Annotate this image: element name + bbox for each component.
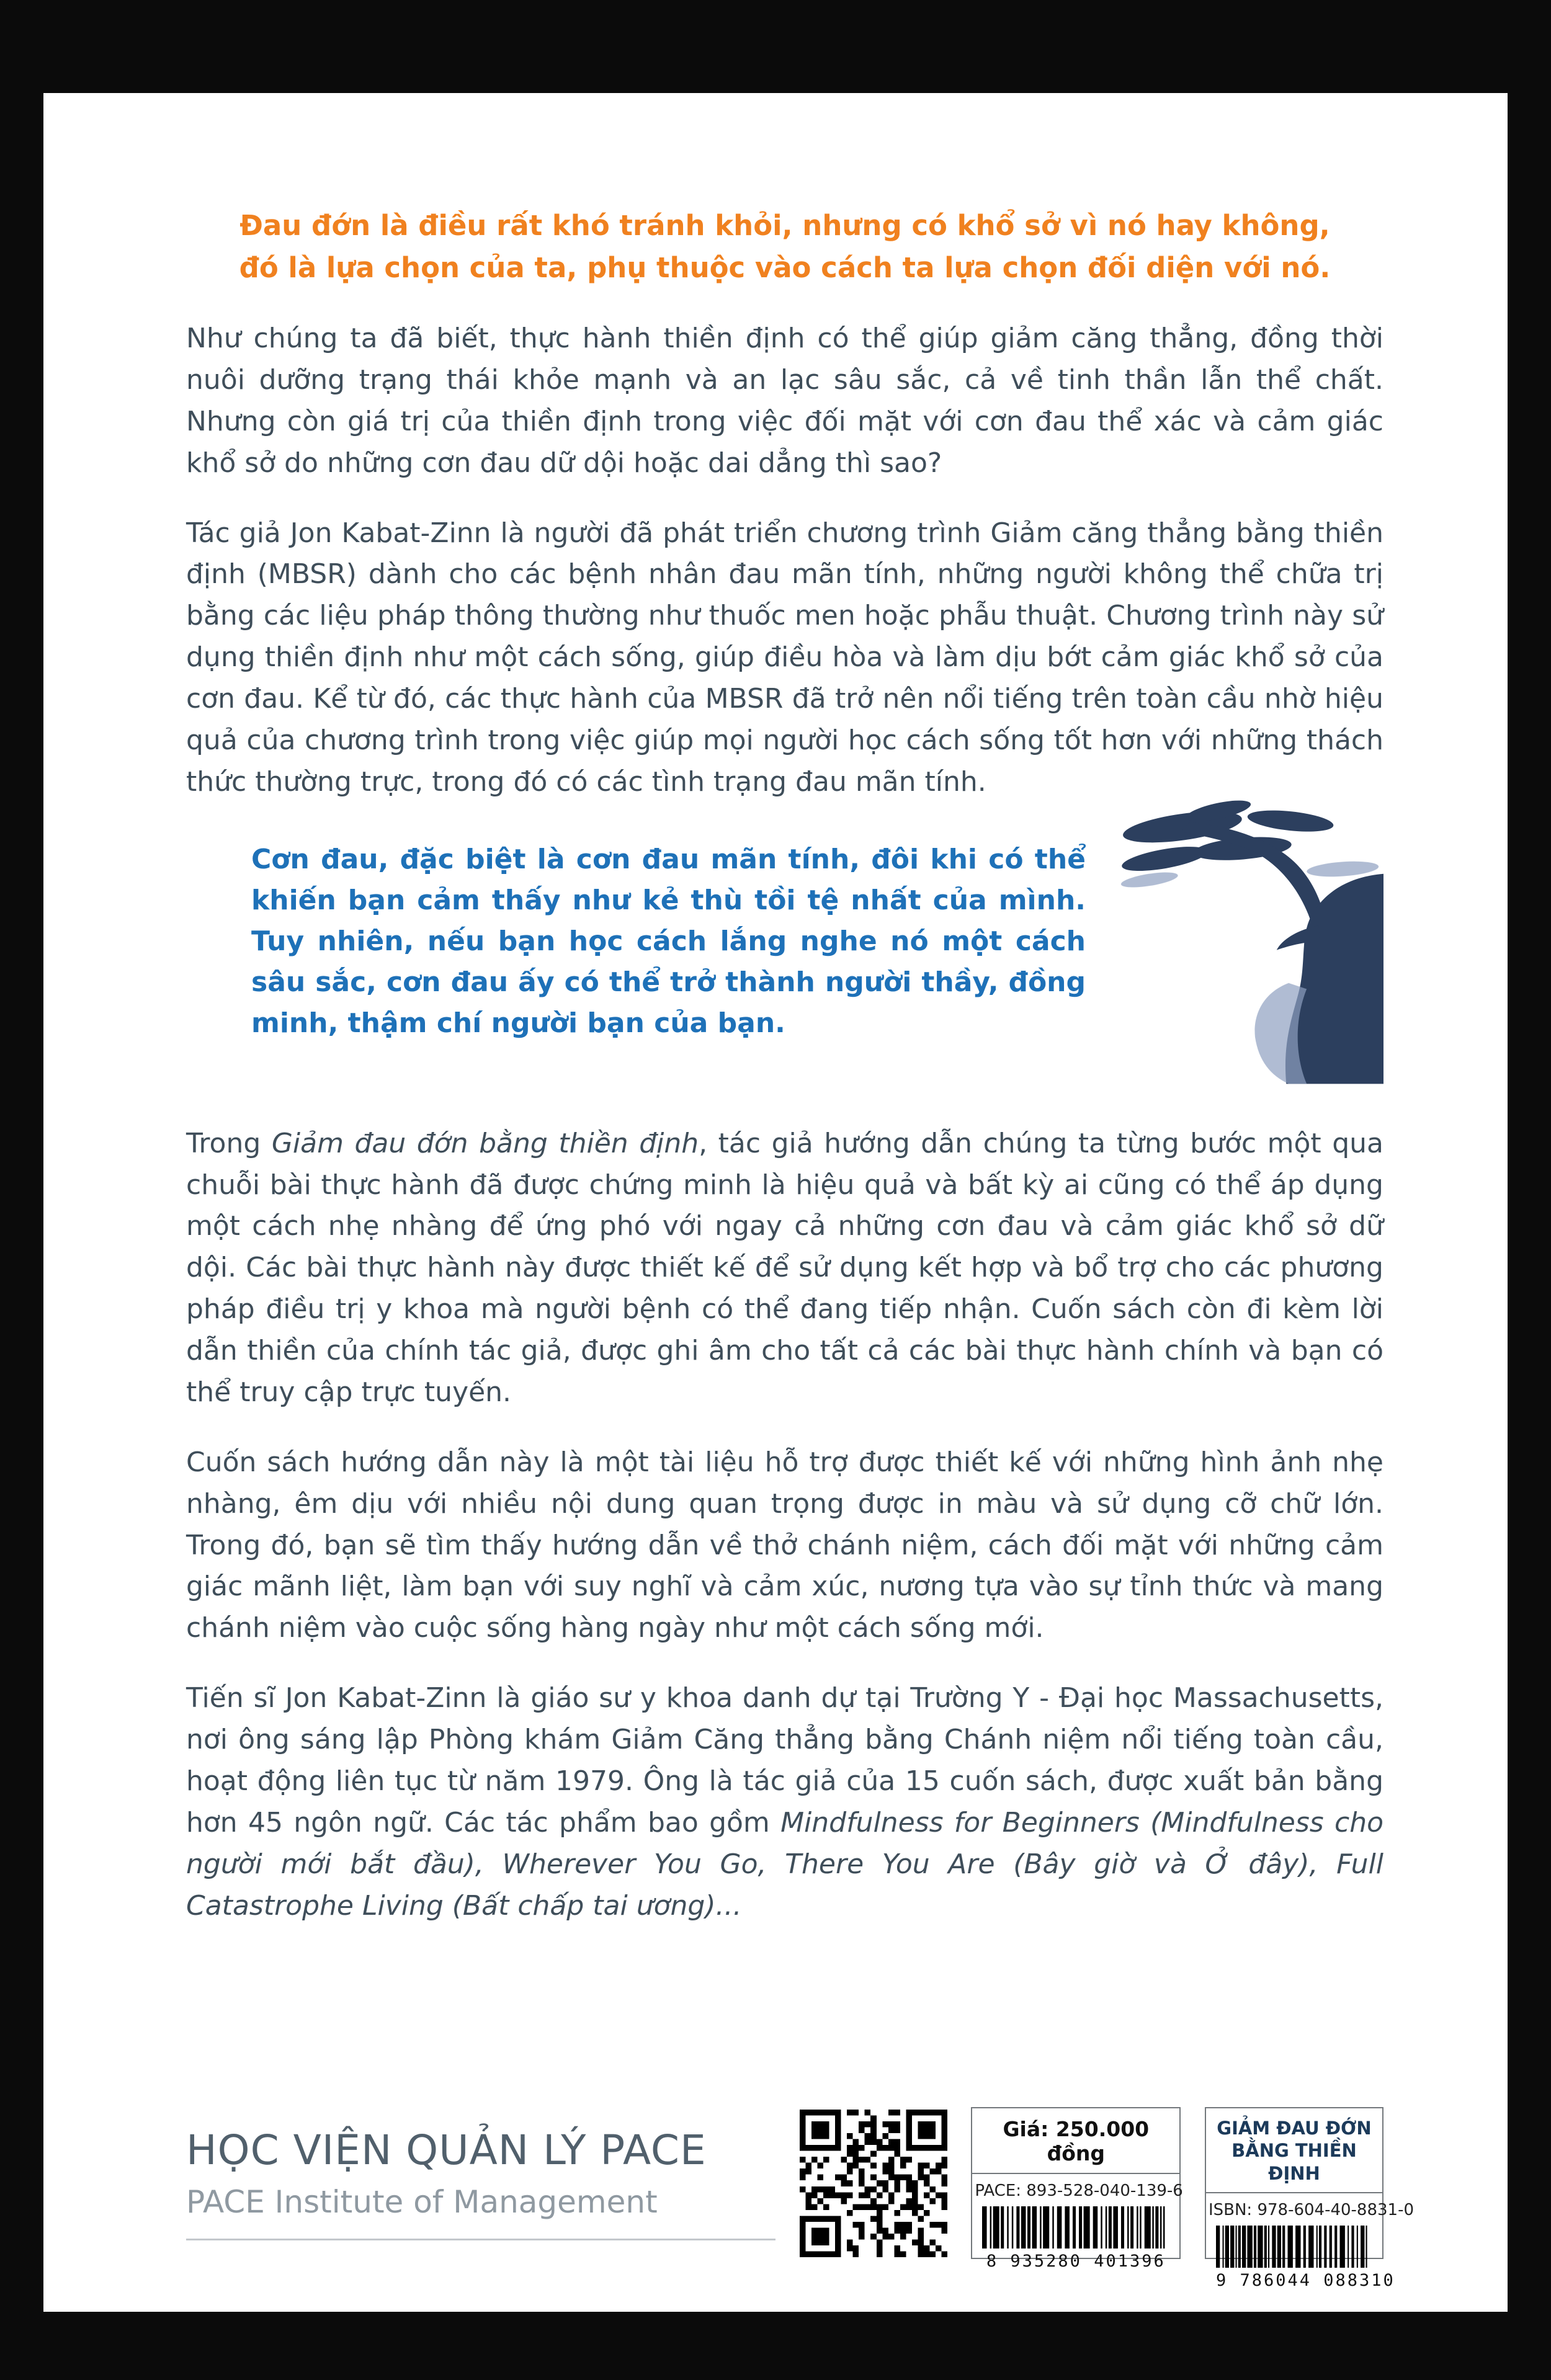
publisher-name: HỌC VIỆN QUẢN LÝ PACE [186,2126,707,2174]
book-back-cover [43,93,1508,2312]
paragraph-author-mbsr: Tác giả Jon Kabat-Zinn là người đã phát triển chương trình Giảm căng thẳng bằng thiền định (MBSR) dành cho các bệnh nhân đau mãn tính, những người không thể chữa trị bằng các liệu pháp thông thường như thuốc men hoặc phẫu thuật. Chương trình này sử dụng thiền định như một cách sống, giúp điều hòa và làm dịu bớt cảm giác khổ sở của cơn đau. Kể từ đó, các thực hành của MBSR đã trở nên nổi tiếng trên toàn cầu nhờ hiệu quả của chương trình trong việc giúp mọi người học cách sống tốt hơn với những thách thức thường trực, trong đó có các tình trạng đau mãn tính. [186,517,1383,798]
paragraph-design: Cuốn sách hướng dẫn này là một tài liệu hỗ trợ được thiết kế với những hình ảnh nhẹ nhàng, êm dịu với nhiều nội dung quan trọng được in màu và sử dụng cỡ chữ lớn. Trong đó, bạn sẽ tìm thấy hướng dẫn về thở chánh niệm, cách đối mặt với những cảm giác mãnh liệt, làm bạn với suy nghĩ và cảm xúc, nương tựa vào sự tỉnh thức và mang chánh niệm vào cuộc sống hàng ngày như một cách sống mới. [186,1446,1383,1644]
ink-painting-illustration [1107,780,1383,1087]
isbn-barcode-wrap [1206,2222,1395,2296]
price-box [971,2107,1183,2271]
tagline-line-2: đó là lựa chọn của ta, phụ thuộc vào cách ta lựa chọn đối diện với nó. [239,251,1331,284]
publisher-block [186,2107,775,2259]
price-barcode [982,2206,1169,2249]
book-title-line-2: BẰNG THIỀN ĐỊNH [1231,2140,1357,2184]
pace-code: PACE: 893-528-040-139-6 [975,2182,1183,2200]
isbn-number: ISBN: 978-604-40-8831-0 [1208,2200,1415,2219]
isbn-barcode [1216,2226,1372,2268]
publisher-subtitle: PACE Institute of Management [186,2183,658,2220]
footer [186,2107,1415,2290]
price-barcode-wrap [972,2203,1179,2277]
book-title-line-1: GIẢM ĐAU ĐỚN [1217,2118,1372,2139]
publisher-divider [186,2239,775,2240]
paragraph-intro: Như chúng ta đã biết, thực hành thiền định có thể giúp giảm căng thẳng, đồng thời nuôi dưỡng trạng thái khỏe mạnh và an lạc sâu sắc, cả về tinh thần lẫn thể chất. Nhưng còn giá trị của thiền định trong việc đối mặt với cơn đau thể xác và cảm giác khổ sở do những cơn đau dữ dội hoặc dai dẳng thì sao? [186,323,1383,479]
book-title [1206,2108,1382,2193]
callout-section [186,839,1383,1087]
qr-code [800,2110,947,2257]
paragraph-book-guide: Trong Giảm đau đớn bằng thiền định, tác giả hướng dẫn chúng ta từng bước một qua chuỗi bài thực hành đã được chứng minh là hiệu quả và bất kỳ ai cũng có thể áp dụng một cách nhẹ nhàng để ứng phó với ngay cả những cơn đau và cảm giác khổ sở dữ dội. Các bài thực hành này được thiết kế để sử dụng kết hợp và bổ trợ cho các phương pháp điều trị y khoa mà người bệnh có thể đang tiếp nhận. Cuốn sách còn đi kèm lời dẫn thiền của chính tác giả, được ghi âm cho tất cả các bài thực hành chính và bạn có thể truy cập trực tuyến. [186,1127,1383,1408]
pull-quote: Cơn đau, đặc biệt là cơn đau mãn tính, đôi khi có thể khiến bạn cảm thấy như kẻ thù tồi tệ nhất của mình. Tuy nhiên, nếu bạn học cách lắng nghe nó một cách sâu sắc, cơn đau ấy có thể trở thành người thầy, đồng minh, thậm chí người bạn của bạn. [251,843,1086,1039]
paragraph-author-bio: Tiến sĩ Jon Kabat-Zinn là giáo sư y khoa danh dự tại Trường Y - Đại học Massachusetts, nơi ông sáng lập Phòng khám Giảm Căng thẳng bằng Chánh niệm nổi tiếng toàn cầu, hoạt động liên tục từ năm 1979. Ông là tác giả của 15 cuốn sách, được xuất bản bằng hơn 45 ngôn ngữ. Các tác phẩm bao gồm Mindfulness for Beginners (Mindfulness cho người mới bắt đầu), Wherever You Go, There You Are (Bây giờ và Ở đây), Full Catastrophe Living (Bất chấp tai ương)... [186,1682,1383,1922]
price-barcode-number: 8 935280 401396 [986,2252,1166,2271]
isbn-box [1205,2107,1415,2290]
price-label: Giá: 250.000 đồng [972,2108,1179,2174]
tagline [186,205,1383,288]
isbn-barcode-number: 9 786044 088310 [1215,2270,1395,2290]
tagline-line-1: Đau đớn là điều rất khó tránh khỏi, nhưng có khổ sở vì nó hay không, [239,209,1330,242]
